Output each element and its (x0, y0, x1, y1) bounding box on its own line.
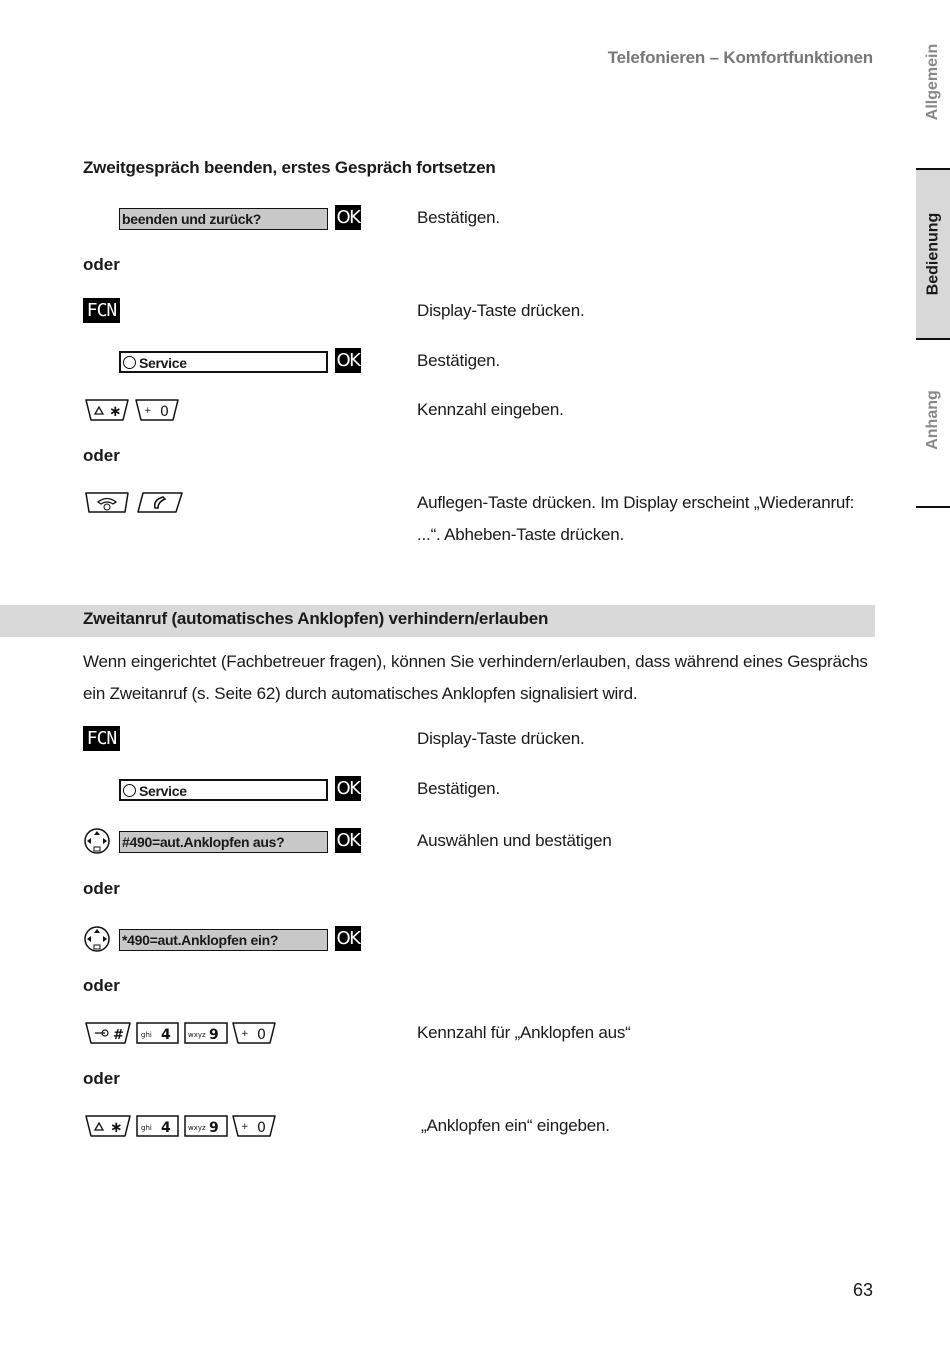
svg-text:∗: ∗ (109, 402, 122, 420)
step-description: Display-Taste drücken. (417, 729, 585, 748)
side-tab-label: Allgemein (924, 43, 941, 121)
svg-text:0: 0 (160, 404, 169, 420)
key-sub-ghi: ghi (141, 1031, 152, 1039)
display-line-anklopfen-ein: *490=aut.Anklopfen ein? (119, 929, 328, 951)
ok-key[interactable]: OK (336, 207, 360, 228)
side-tab-bedienung[interactable] (916, 170, 950, 338)
page-number: 63 (852, 1280, 873, 1300)
section-title: Zweitgespräch beenden, erstes Gespräch fortsetzen (83, 158, 496, 177)
svg-text:4: 4 (161, 1120, 171, 1136)
svg-text:wxyz: wxyz (188, 1124, 206, 1132)
fcn-key[interactable]: FCN (83, 298, 120, 323)
keypad-star-zero-icons (83, 398, 183, 424)
fcn-key[interactable]: FCN (83, 726, 120, 751)
intro-line-2: ein Zweitanruf (s. Seite 62) durch automatisches Anklopfen signalisiert wird. (83, 684, 638, 703)
navigation-key-icon[interactable] (83, 925, 111, 953)
pickup-key-icon (138, 493, 182, 512)
display-text: Service (139, 355, 187, 371)
circle-icon (123, 784, 136, 797)
svg-text:9: 9 (209, 1120, 219, 1136)
step-description: Kennzahl für „Anklopfen aus“ (417, 1023, 631, 1042)
side-tab-anhang[interactable] (916, 360, 950, 480)
display-line-service (119, 779, 328, 801)
oder-label: oder (83, 879, 120, 898)
display-line-service (119, 351, 328, 373)
oder-label: oder (83, 1069, 120, 1088)
step-description: „Anklopfen ein“ eingeben. (421, 1116, 610, 1135)
circle-icon (123, 356, 136, 369)
section-title: Zweitanruf (automatisches Anklopfen) verhindern/erlauben (83, 609, 549, 628)
key-4-icon (137, 1023, 178, 1043)
step-description: Display-Taste drücken. (417, 301, 585, 320)
side-tab-allgemein[interactable] (916, 22, 950, 142)
side-tab-label: Anhang (924, 390, 942, 450)
step-description: Bestätigen. (417, 779, 500, 798)
step-description: Auflegen-Taste drücken. Im Display erscheint „Wiederanruf: (417, 493, 855, 512)
phone-keys (83, 490, 187, 516)
ok-key[interactable]: OK (336, 778, 360, 799)
svg-text:wxyz: wxyz (188, 1031, 206, 1039)
keypad-star-4-9-0-icons (83, 1114, 279, 1140)
svg-text:4: 4 (161, 1027, 171, 1043)
display-line-anklopfen-aus: #490=aut.Anklopfen aus? (119, 831, 328, 853)
zero-key-icon (136, 400, 178, 420)
step-description-continued: ...“. Abheben-Taste drücken. (417, 525, 625, 544)
display-text: Service (139, 783, 187, 799)
key-0-icon (233, 1116, 275, 1136)
star-key-icon (86, 400, 128, 420)
svg-text:+: + (144, 406, 152, 416)
svg-text:0: 0 (257, 1120, 266, 1136)
svg-text:#: # (113, 1028, 124, 1043)
ok-key[interactable]: OK (336, 928, 360, 949)
svg-text:0: 0 (257, 1027, 266, 1043)
side-tab-label: Bedienung (924, 212, 942, 296)
svg-text:ghi: ghi (141, 1124, 152, 1132)
display-line-beenden: beenden und zurück? (119, 208, 328, 230)
svg-text:9: 9 (209, 1027, 219, 1043)
hangup-key-icon (86, 493, 128, 512)
ok-key[interactable]: OK (336, 830, 360, 851)
oder-label: oder (83, 255, 120, 274)
ok-key[interactable]: OK (336, 350, 360, 371)
hash-key-icon (86, 1023, 130, 1043)
oder-label: oder (83, 976, 120, 995)
svg-text:+: + (241, 1029, 249, 1039)
side-tab-divider (916, 338, 950, 340)
key-4-icon (137, 1116, 178, 1136)
side-tab-divider (916, 506, 950, 508)
svg-text:∗: ∗ (110, 1118, 123, 1136)
step-description: Kennzahl eingeben. (417, 400, 564, 419)
star-key-icon (86, 1116, 130, 1136)
keypad-hash-4-9-0-icons (83, 1021, 279, 1047)
step-description: Bestätigen. (417, 351, 500, 370)
intro-line-1: Wenn eingerichtet (Fachbetreuer fragen), können Sie verhindern/erlauben, dass während eines Gesprächs (83, 652, 868, 671)
step-description: Bestätigen. (417, 208, 500, 227)
key-9-icon (185, 1023, 227, 1043)
svg-text:+: + (241, 1122, 249, 1132)
running-header: Telefonieren – Komfortfunktionen (607, 48, 873, 67)
key-9-icon (185, 1116, 227, 1136)
key-0-icon (233, 1023, 275, 1043)
navigation-key-icon[interactable] (83, 827, 111, 855)
oder-label: oder (83, 446, 120, 465)
step-description: Auswählen und bestätigen (417, 831, 612, 850)
